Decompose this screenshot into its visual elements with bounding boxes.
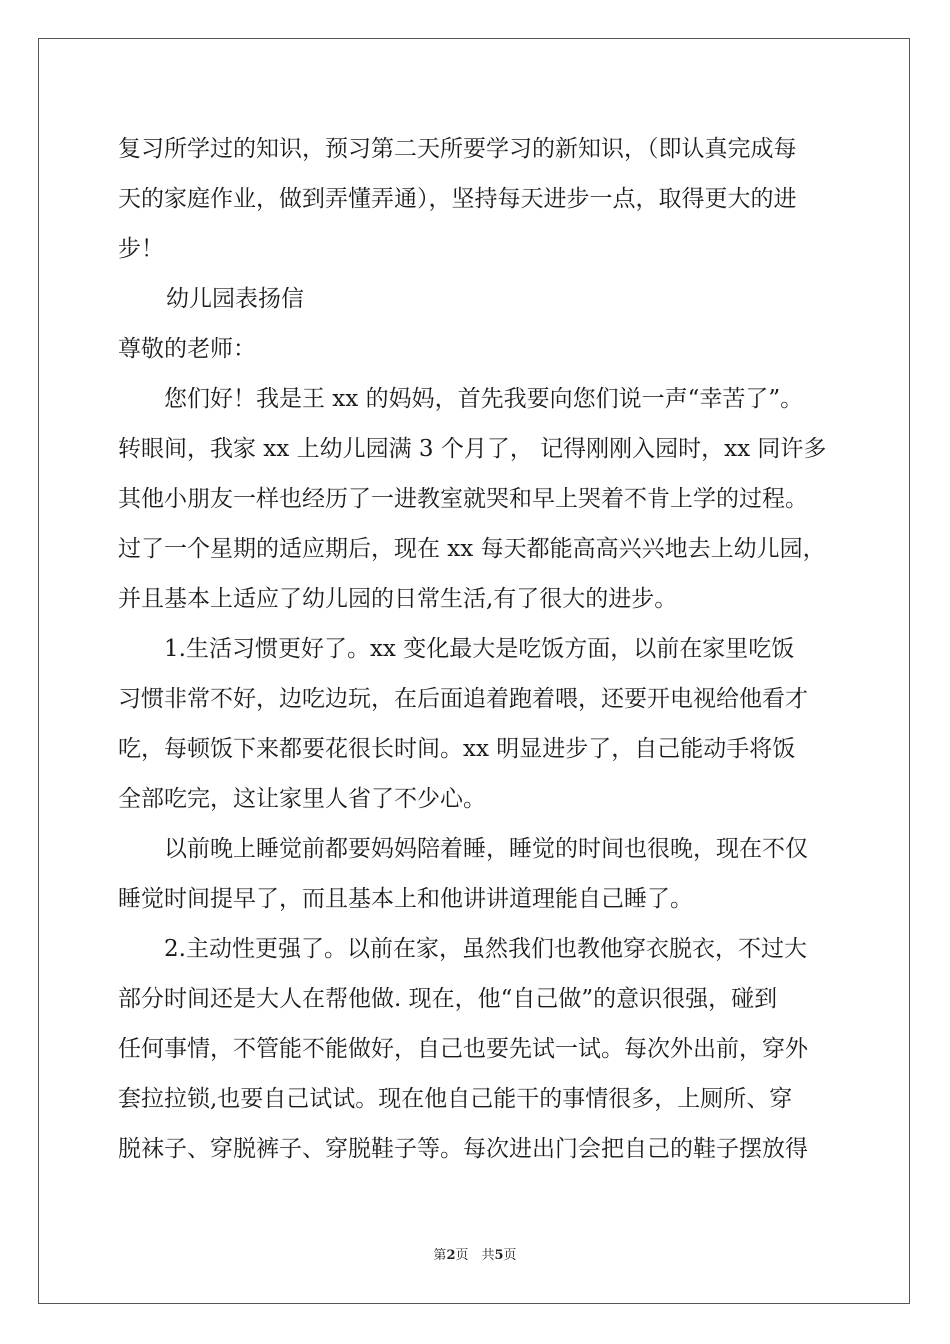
page-suffix: 页 — [503, 1248, 517, 1263]
text-line: 转眼间，我家 xx 上幼儿园满 3 个月了， 记得刚刚入园时，xx 同许多 — [118, 436, 827, 462]
page-border — [38, 38, 910, 1304]
text-line: 以前晚上睡觉前都要妈妈陪着睡，睡觉的时间也很晚，现在不仅 — [164, 836, 808, 862]
text-line: 复习所学过的知识，预习第二天所要学习的新知识，（即认真完成每 — [118, 136, 797, 162]
text-line: 并且基本上适应了幼儿园的日常生活,有了很大的进步。 — [118, 586, 678, 612]
text-line: 全部吃完，这让家里人省了不少心。 — [118, 786, 486, 812]
text-line: 步！ — [118, 236, 164, 262]
page-prefix: 第 — [433, 1248, 447, 1263]
text-line: 您们好！我是王 xx 的妈妈，首先我要向您们说一声“幸苦了”。 — [164, 386, 804, 412]
salutation: 尊敬的老师： — [118, 336, 256, 362]
text-line: 部分时间还是大人在帮他做. 现在，他“自己做”的意识很强，碰到 — [118, 986, 778, 1012]
text-line: 任何事情，不管能不能做好，自己也要先试一试。每次外出前，穿外 — [118, 1036, 808, 1062]
page-footer — [0, 1244, 950, 1263]
text-line: 1.生活习惯更好了。xx 变化最大是吃饭方面，以前在家里吃饭 — [164, 636, 795, 662]
section-title: 幼儿园表扬信 — [166, 286, 304, 312]
text-line: 过了一个星期的适应期后，现在 xx 每天都能高高兴兴地去上幼儿园， — [118, 536, 826, 562]
text-line: 睡觉时间提早了，而且基本上和他讲讲道理能自己睡了。 — [118, 886, 693, 912]
text-line: 其他小朋友一样也经历了一进教室就哭和早上哭着不肯上学的过程。 — [118, 486, 808, 512]
text-line: 吃，每顿饭下来都要花很长时间。xx 明显进步了，自己能动手将饭 — [118, 736, 796, 762]
text-line: 习惯非常不好，边吃边玩，在后面追着跑着喂，还要开电视给他看才 — [118, 686, 808, 712]
text-line: 套拉拉锁,也要自己试试。现在他自己能干的事情很多，上厕所、穿 — [118, 1086, 793, 1112]
text-line: 天的家庭作业，做到弄懂弄通），坚持每天进步一点，取得更大的进 — [118, 186, 797, 212]
page-mid: 页 共 — [455, 1248, 495, 1263]
page-total: 5 — [494, 1248, 504, 1263]
text-line: 2.主动性更强了。以前在家，虽然我们也教他穿衣脱衣，不过大 — [164, 936, 807, 962]
page-current: 2 — [446, 1248, 456, 1263]
text-line: 脱袜子、穿脱裤子、穿脱鞋子等。每次进出门会把自己的鞋子摆放得 — [118, 1136, 808, 1162]
